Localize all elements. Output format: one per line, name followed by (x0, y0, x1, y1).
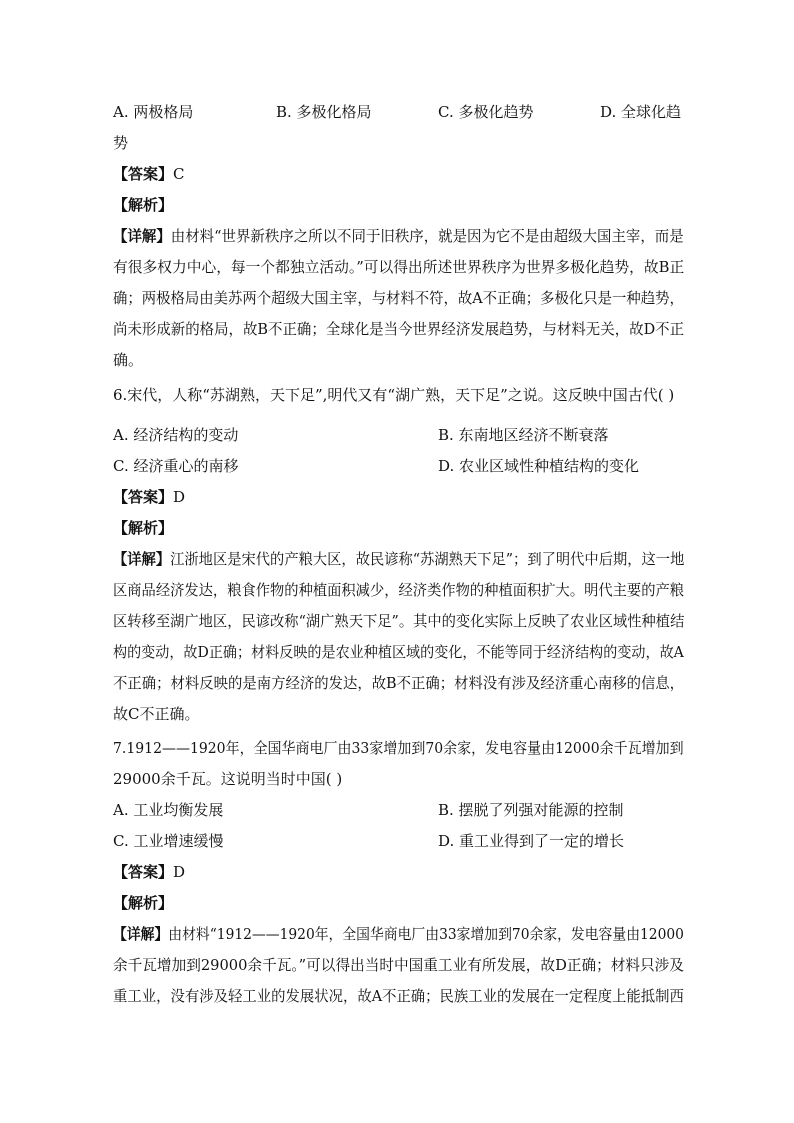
q6-answer (113, 487, 185, 507)
q5-option-b: B. 多极化格局 (276, 103, 372, 121)
answer-value: D (173, 863, 186, 881)
q5-analysis-heading (113, 195, 173, 215)
q7-stem: 7.1912——1920年，全国华商电厂由33家增加到70余家，发电容量由12000余千瓦增加到 (113, 739, 684, 757)
q5-option-a: A. 两极格局 (113, 103, 194, 121)
q5-detail-line: 尚未形成新的格局，故B不正确；全球化是当今世界经济发展趋势，与材料无关，故D不正 (113, 320, 685, 338)
q6-detail-line: 区商品经济发达，粮食作物的种植面积减少，经济类作物的种植面积扩大。明代主要的产粮 (113, 581, 685, 599)
q6-option-a: A. 经济结构的变动 (113, 426, 239, 444)
answer-tag: 【答案】 (113, 488, 174, 506)
q5-answer (113, 164, 185, 184)
detail-tag: 【详解】 (113, 550, 171, 568)
q7-option-a: A. 工业均衡发展 (113, 801, 224, 819)
q6-stem: 6.宋代，人称“苏湖熟，天下足”,明代又有“湖广熟，天下足”之说。这反映中国古代( ) (113, 386, 675, 404)
q7-detail-line: 余千瓦增加到29000余千瓦。”可以得出当时中国重工业有所发展，故D正确；材料只涉及 (113, 956, 684, 974)
analysis-tag: 【解析】 (113, 894, 174, 912)
q6-option-c: C. 经济重心的南移 (113, 457, 239, 475)
detail-text: 由材料“1912——1920年，全国华商电厂由33家增加到70余家，发电容量由12000 (168, 925, 684, 943)
detail-tag: 【详解】 (113, 227, 171, 245)
detail-text: 江浙地区是宋代的产粮大区，故民谚称“苏湖熟天下足”；到了明代中后期，这一地 (170, 550, 685, 568)
answer-value: D (173, 488, 186, 506)
q6-option-b: B. 东南地区经济不断衰落 (438, 426, 609, 444)
answer-value: C (173, 165, 185, 183)
q6-detail-line: 构的变动，故D正确；材料反映的是农业种植区域的变化，不能等同于经济结构的变动，故A (113, 643, 684, 661)
q5-detail-line (113, 226, 684, 246)
answer-tag: 【答案】 (113, 165, 174, 183)
analysis-tag: 【解析】 (113, 519, 174, 537)
detail-tag: 【详解】 (113, 925, 169, 943)
q6-detail-line (113, 549, 684, 569)
q7-stem: 29000余千瓦。这说明当时中国( ) (113, 770, 343, 788)
q6-detail-line: 不正确；材料反映的是南方经济的发达，故B不正确；材料没有涉及经济重心南移的信息， (113, 674, 685, 692)
q7-option-c: C. 工业增速缓慢 (113, 832, 224, 850)
analysis-tag: 【解析】 (113, 196, 174, 214)
q5-detail-line: 确；两极格局由美苏两个超级大国主宰，与材料不符，故A不正确；多极化只是一种趋势， (113, 289, 684, 307)
q7-answer (113, 862, 185, 882)
q7-option-b: B. 摆脱了列强对能源的控制 (438, 801, 624, 819)
q7-analysis-heading (113, 893, 173, 913)
q6-detail-line: 区转移至湖广地区，民谚改称“湖广熟天下足”。其中的变化实际上反映了农业区域性种植结 (113, 612, 685, 630)
q5-option-d: D. 全球化趋 (600, 103, 682, 121)
q7-detail-line (113, 924, 684, 944)
answer-tag: 【答案】 (113, 863, 174, 881)
q6-detail-line: 故C不正确。 (113, 705, 200, 723)
q5-detail-line: 确。 (113, 351, 144, 369)
q7-option-d: D. 重工业得到了一定的增长 (438, 832, 625, 850)
q6-option-d: D. 农业区域性种植结构的变化 (438, 457, 640, 475)
detail-text: 由材料“世界新秩序之所以不同于旧秩序，就是因为它不是由超级大国主宰，而是 (170, 227, 684, 245)
q5-detail-line: 有很多权力中心，每一个都独立活动。”可以得出所述世界秩序为世界多极化趋势，故B正 (113, 258, 685, 276)
q5-option-c: C. 多极化趋势 (438, 103, 534, 121)
q7-detail-line: 重工业，没有涉及轻工业的发展状况，故A不正确；民族工业的发展在一定程度上能抵制西 (113, 987, 684, 1005)
q6-analysis-heading (113, 518, 173, 538)
q5-option-d-continued: 势 (113, 134, 129, 152)
